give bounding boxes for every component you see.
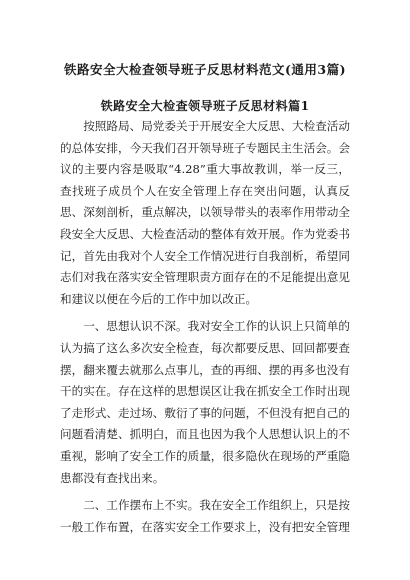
document-title: 铁路安全大检查领导班子反思材料范文(通用3篇) xyxy=(63,62,347,77)
section-title: 铁路安全大检查领导班子反思材料篇1 xyxy=(100,99,310,113)
document-body xyxy=(60,116,350,544)
paragraph-intro: 按照路局、局党委关于开展安全大反思、大检查活动的总体安排，今天我们召开领导班子专题民主生活会。会议的主要内容是吸取“4.28”重大事故教训，举一反三，查找班子成员个人在安全管理上存在突出问题，认真反思、深刻剖析，重点解决，以领导带头的表率作用带动全段安全大反思、大检查活动的整体有效开展。作为党委书记，首先由我对个人安全工作情况进行自我剖析，希望同志们对我在落实安全管理职责方面存在的不足能提出意见和建议以便在今后的工作中加以改正。 xyxy=(60,119,350,306)
paragraph-point-2: 二、工作摆布上不实。我在安全工作组织上，只是按一般工作布置，在落实安全工作要求上，没有把安全管理 xyxy=(60,498,350,534)
paragraph-point-1: 一、思想认识不深。我对安全工作的认识上只简单的认为搞了这么多次安全检查，每次都要反思、回回都要查摆，翻来覆去就那么点事儿，查的再细、摆的再多也没有干的实在。存在这样的思想误区让我在抓安全工作时出现了走形式、走过场、敷衍了事的问题，不但没有把自己的问题看清楚、抓明白，而且也因为我个人思想认识上的不重视，影响了安全工作的质量，很多隐伙在现场的严重隐患都没有查找出来。 xyxy=(60,319,350,485)
